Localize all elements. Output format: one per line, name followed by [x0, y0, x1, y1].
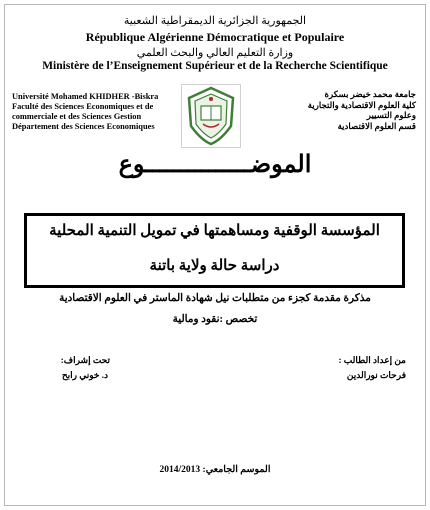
faculty-name-fr-1: Faculté des Sciences Economiques et de — [12, 102, 154, 111]
subject-heading: الموضـــــــــــــــوع — [118, 152, 312, 178]
student-label: من إعداد الطالب : — [338, 355, 406, 365]
specialization: تخصص :نقود ومالية — [172, 314, 258, 325]
supervisor-name: د. خوني رابح — [61, 370, 108, 380]
faculty-name-ar-1: كلية العلوم الاقتصادية والتجارية — [307, 99, 416, 110]
university-name-fr: Université Mohamed KHIDHER -Biskra — [12, 92, 159, 101]
thesis-title: المؤسسة الوقفية ومساهمتها في تمويل التنمية المحلية — [49, 223, 380, 239]
department-name-fr: Département des Sciences Economiques — [12, 122, 155, 131]
academic-year: الموسم الجامعي: 2014/2013 — [159, 465, 271, 475]
ministry-french: Ministère de l’Enseignement Supérieur et de la Recherche Scientifique — [42, 60, 388, 72]
republic-arabic: الجمهورية الجزائرية الديمقراطية الشعبية — [123, 15, 307, 27]
institution-french — [12, 92, 172, 132]
republic-french: République Algérienne Démocratique et Populaire — [85, 30, 345, 44]
university-name-ar: جامعة محمد خيضر بسكرة — [324, 89, 416, 99]
ministry-arabic: وزارة التعليم العالي والبحث العلمي — [136, 47, 294, 59]
university-logo — [181, 84, 241, 148]
department-name-ar: قسم العلوم الاقتصادية — [337, 120, 416, 131]
institution-arabic — [296, 89, 416, 131]
faculty-name-ar-2: وعلوم التسيير — [366, 110, 416, 120]
faculty-name-fr-2: commerciale et des Sciences Gestion — [12, 112, 142, 121]
thesis-subtitle: دراسة حالة ولاية باتنة — [149, 258, 280, 274]
memoire-statement: مذكرة مقدمة كجزء من متطلبات نيل شهادة الماستر في العلوم الاقتصادية — [59, 293, 371, 304]
supervisor-label: تحت إشراف: — [60, 355, 110, 365]
student-name: فرحات نورالدين — [346, 370, 406, 380]
